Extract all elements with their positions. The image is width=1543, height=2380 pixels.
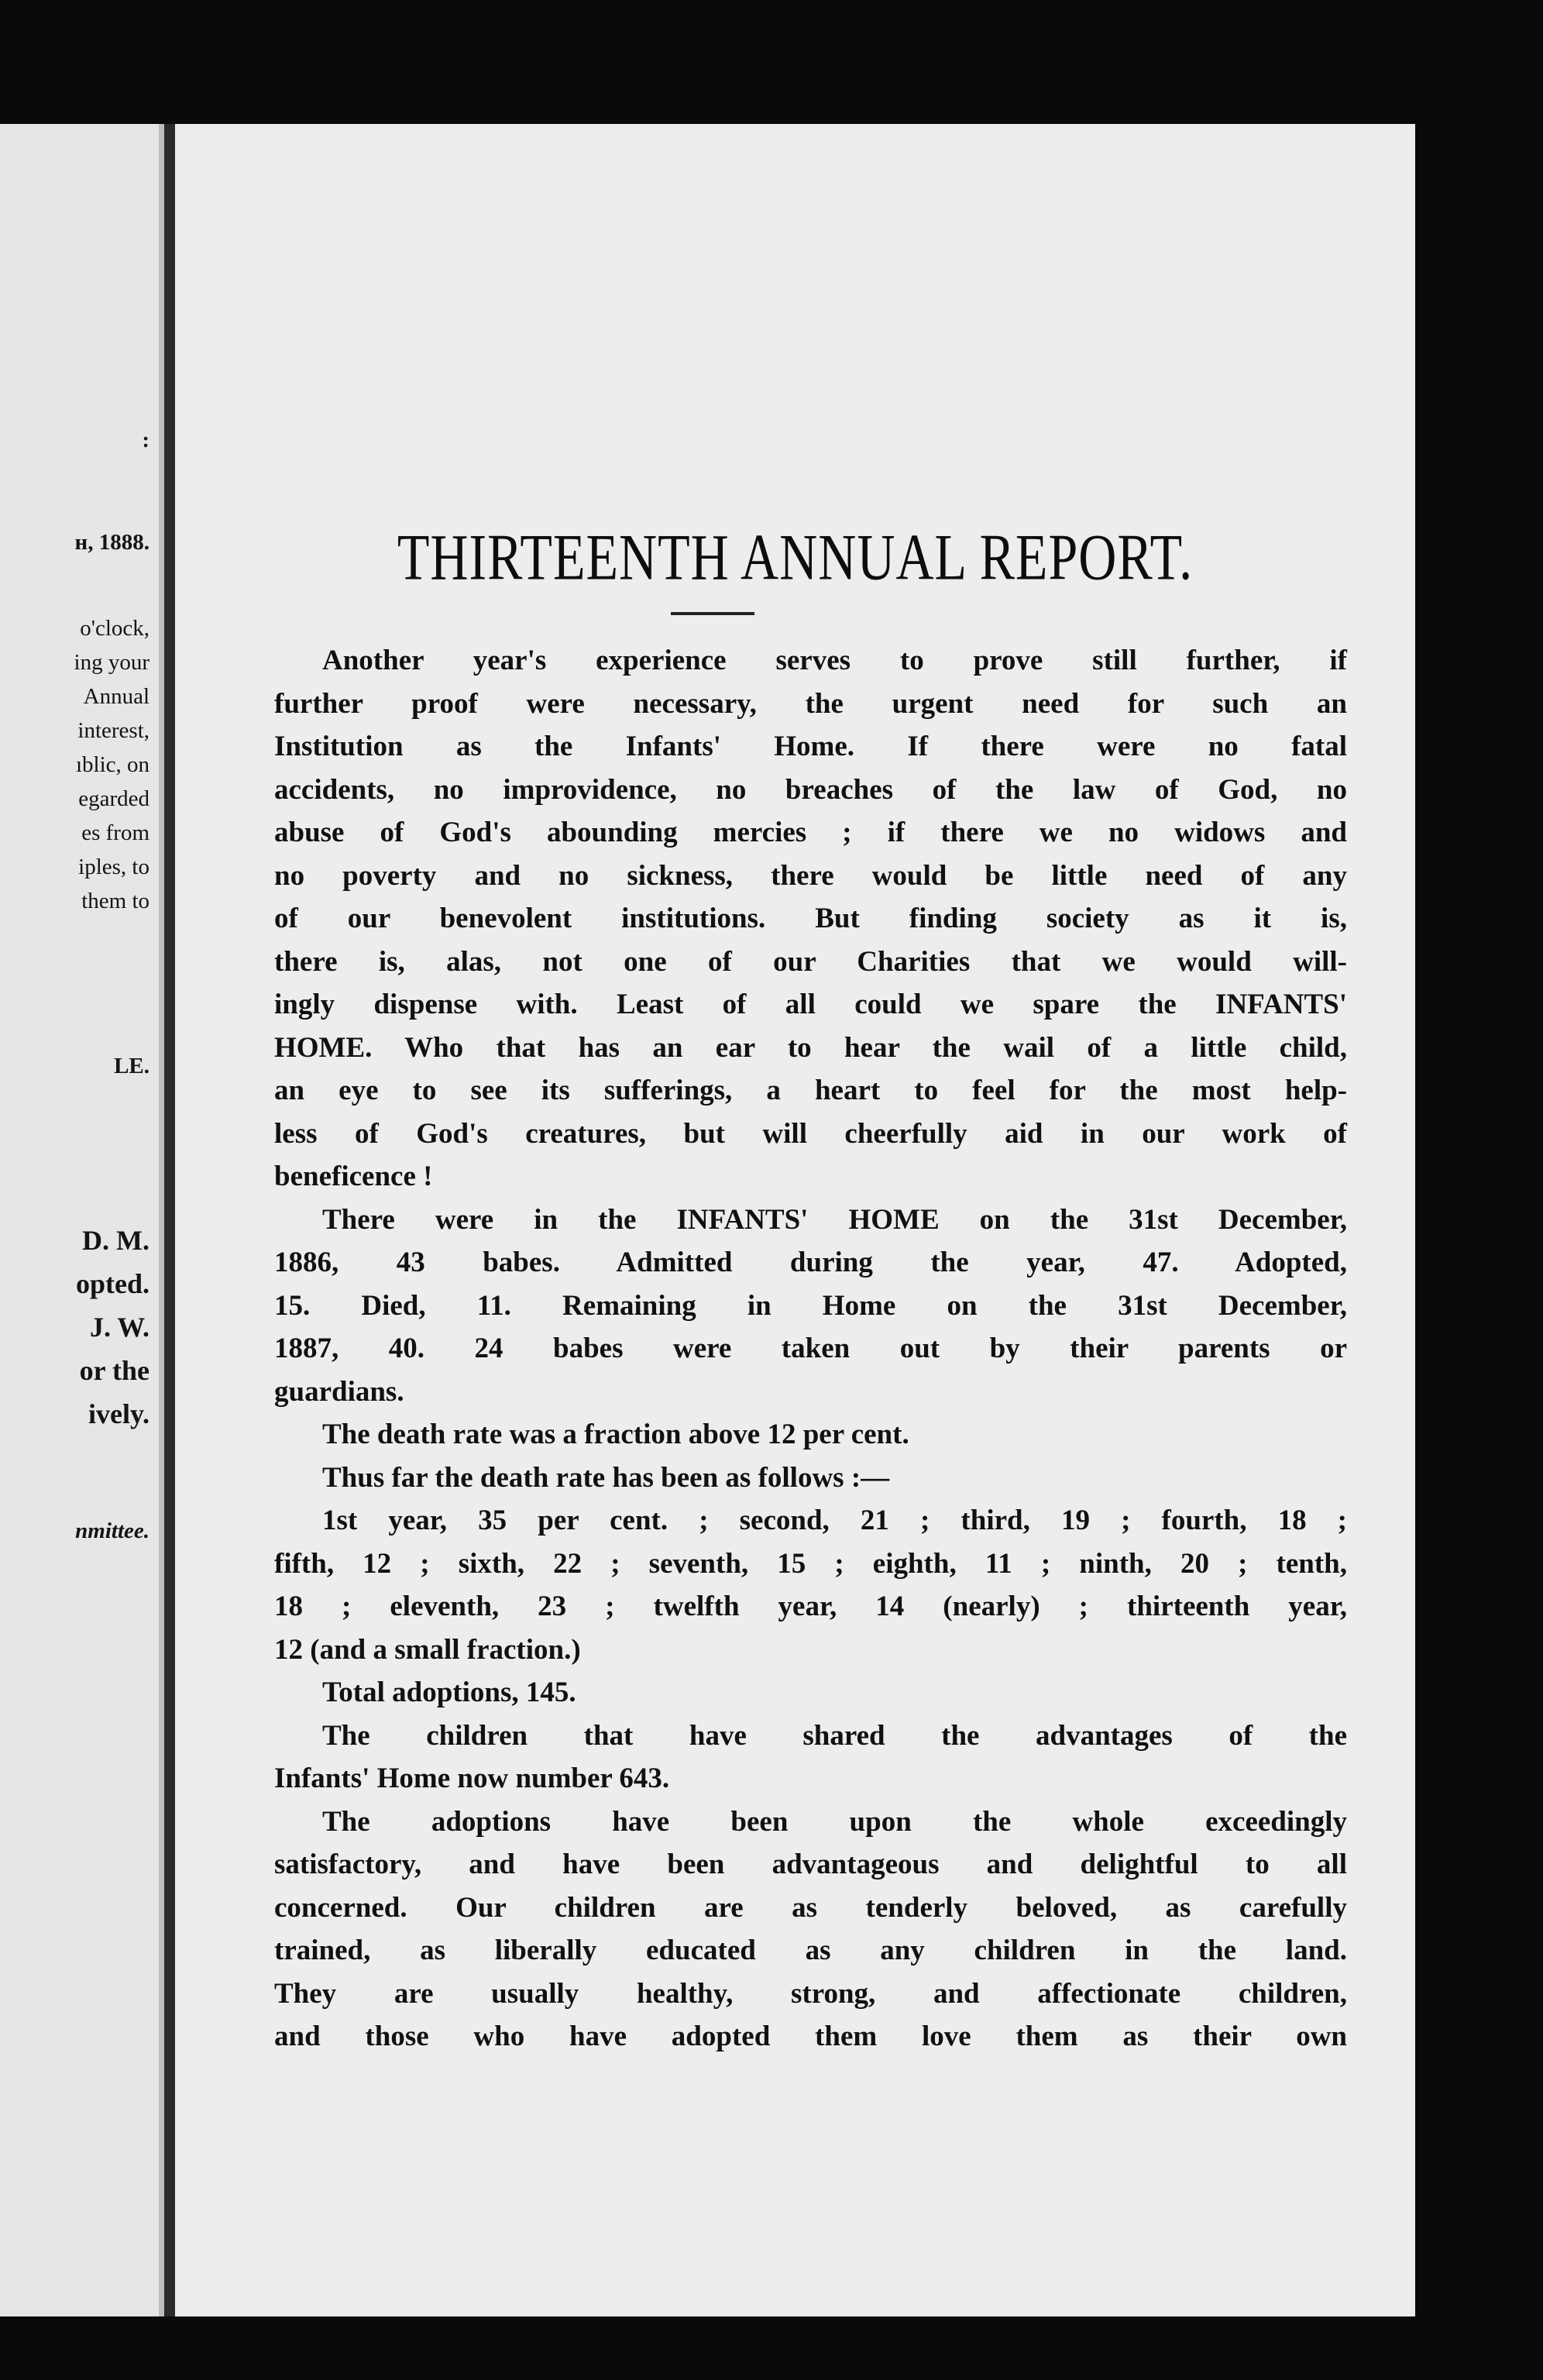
body-line: They are usually healthy, strong, and affectionate children, <box>274 1977 1347 2010</box>
body-line: Institution as the Infants' Home. If there were no fatal <box>274 731 1347 762</box>
body-line: guardians. <box>274 1375 404 1408</box>
body-line: Another year's experience serves to prove still further, if <box>322 645 1347 676</box>
left-page-line: or the <box>79 1355 149 1386</box>
body-line: accidents, no improvidence, no breaches of the law of God, no <box>274 773 1347 806</box>
left-page-line: opted. <box>75 1268 149 1299</box>
left-page-line: J. W. <box>89 1312 149 1343</box>
left-page-line: iples, to <box>78 855 149 879</box>
report-page <box>164 124 1415 2316</box>
body-line: beneficence ! <box>274 1161 433 1192</box>
left-page-line: D. M. <box>82 1225 149 1256</box>
body-line: 1887, 40. 24 babes were taken out by their parents or <box>274 1333 1347 1364</box>
left-page-line: es from <box>81 820 149 845</box>
report-title: THIRTEENTH ANNUAL REPORT. <box>397 520 1194 594</box>
body-line: there is, alas, not one of our Charities that we would will- <box>274 945 1347 978</box>
body-line: trained, as liberally educated as any children in the land. <box>274 1935 1347 1966</box>
body-line: The death rate was a fraction above 12 per cent. <box>322 1419 909 1450</box>
left-page-line: interest, <box>77 718 149 743</box>
body-line: 12 (and a small fraction.) <box>274 1633 581 1666</box>
body-line: of our benevolent institutions. But finding society as it is, <box>274 903 1347 934</box>
body-line: ingly dispense with. Least of all could we spare the INFANTS' <box>274 989 1347 1020</box>
body-line: satisfactory, and have been advantageous and delightful to all <box>274 1849 1347 1880</box>
left-page-line: Annual <box>83 684 149 709</box>
left-facing-page <box>0 124 165 2316</box>
left-page-line: LE. <box>114 1054 149 1078</box>
left-page-line: : <box>142 428 149 452</box>
body-line: There were in the INFANTS' HOME on the 31st December, <box>322 1203 1347 1236</box>
body-line: 18 ; eleventh, 23 ; twelfth year, 14 (nearly) ; thirteenth year, <box>274 1591 1347 1622</box>
body-line: Total adoptions, 145. <box>322 1677 576 1708</box>
body-line: and those who have adopted them love them as their own <box>274 2021 1347 2052</box>
title-rule <box>671 612 754 615</box>
left-page-line: them to <box>81 889 149 913</box>
body-line: HOME. Who that has an ear to hear the wail of a little child, <box>274 1031 1347 1064</box>
left-page-line: ively. <box>88 1398 149 1429</box>
body-line: no poverty and no sickness, there would be little need of any <box>274 859 1347 892</box>
left-page-line: ing your <box>74 650 149 675</box>
body-line: further proof were necessary, the urgent need for such an <box>274 687 1347 720</box>
report-body <box>274 639 1347 2058</box>
body-line: 15. Died, 11. Remaining in Home on the 31st December, <box>274 1289 1347 1322</box>
body-line: less of God's creatures, but will cheerfully aid in our work of <box>274 1117 1347 1150</box>
body-line: 1886, 43 babes. Admitted during the year, 47. Adopted, <box>274 1247 1347 1278</box>
left-page-line: o'clock, <box>80 616 149 641</box>
body-line: Infants' Home now number 643. <box>274 1763 670 1794</box>
body-line: 1st year, 35 per cent. ; second, 21 ; third, 19 ; fourth, 18 ; <box>322 1505 1347 1536</box>
body-line: The adoptions have been upon the whole exceedingly <box>322 1805 1347 1838</box>
body-line: fifth, 12 ; sixth, 22 ; seventh, 15 ; eighth, 11 ; ninth, 20 ; tenth, <box>274 1547 1347 1580</box>
body-line: an eye to see its sufferings, a heart to feel for the most help- <box>274 1075 1347 1106</box>
left-page-line: ıblic, on <box>75 752 149 777</box>
left-page-line: nmittee. <box>75 1518 149 1543</box>
body-line: concerned. Our children are as tenderly beloved, as carefully <box>274 1891 1347 1924</box>
left-page-line: н, 1888. <box>74 530 149 555</box>
body-line: abuse of God's abounding mercies ; if there we no widows and <box>274 817 1347 848</box>
body-line: The children that have shared the advantages of the <box>322 1719 1347 1752</box>
left-page-line: egarded <box>78 786 149 811</box>
body-line: Thus far the death rate has been as follows :— <box>322 1461 890 1494</box>
